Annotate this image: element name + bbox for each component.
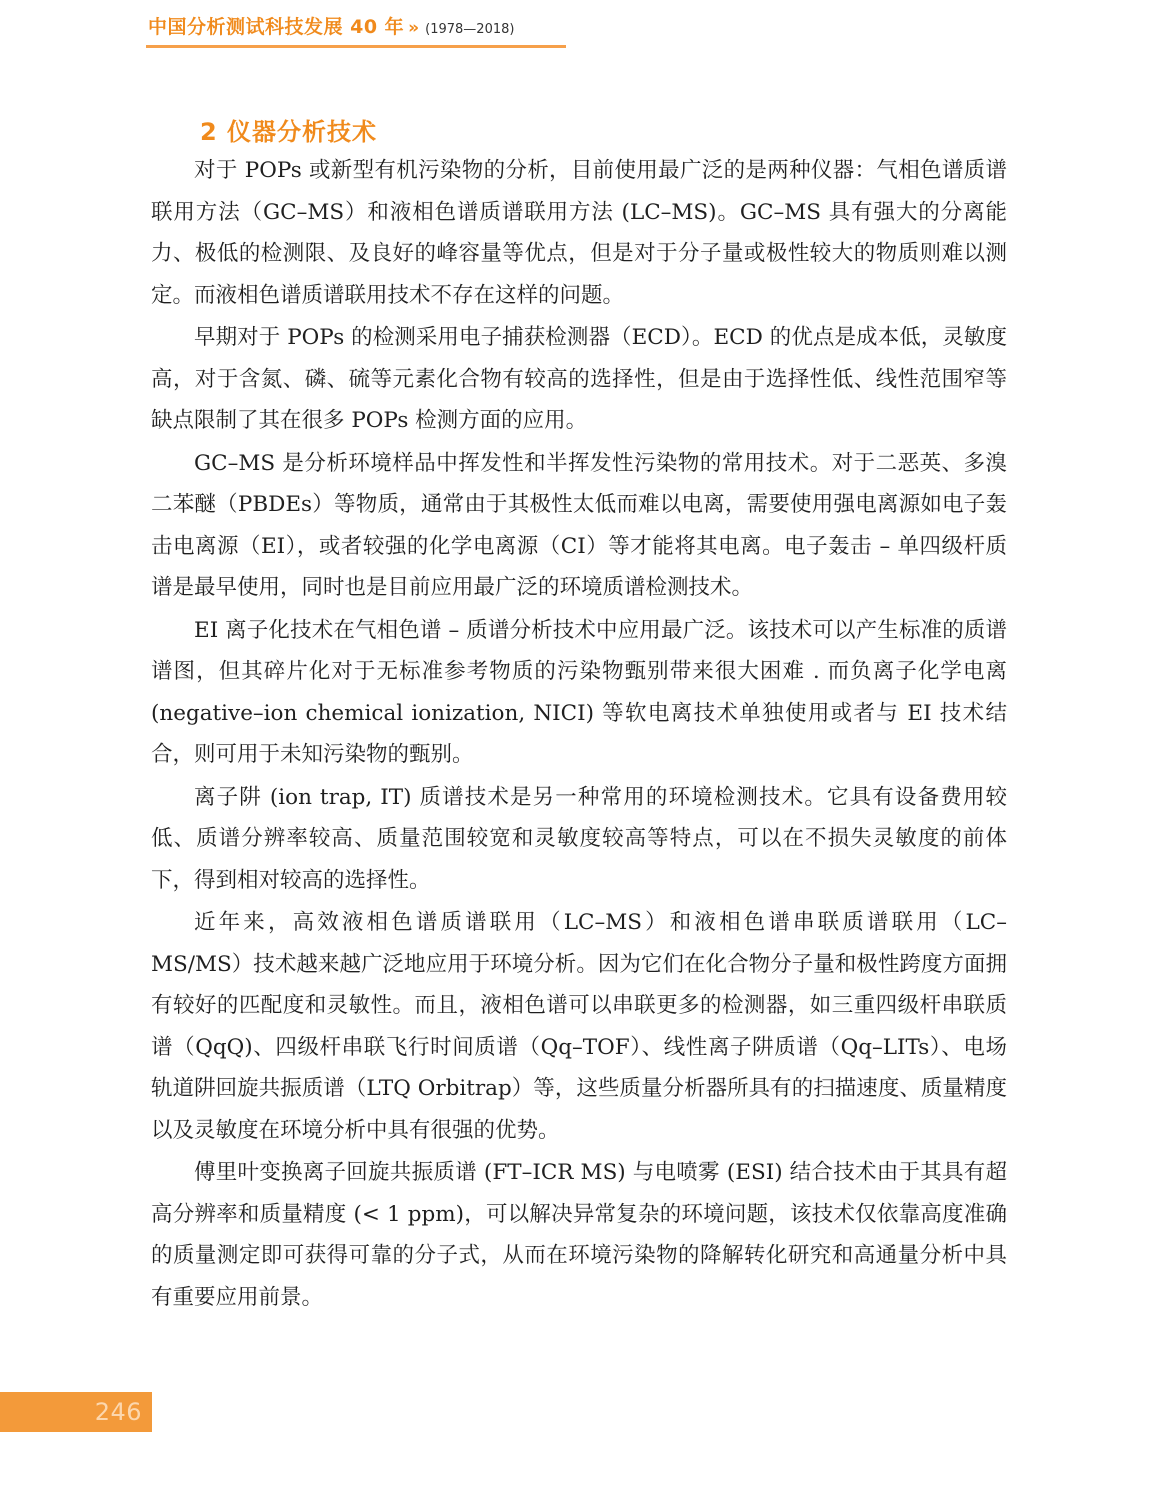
page-number: 246 xyxy=(94,1398,142,1426)
double-chevron-icon: » xyxy=(408,18,420,38)
paragraph: 近年来，高效液相色谱质谱联用（LC–MS）和液相色谱串联质谱联用（LC–MS/MS）技术越来越广泛地应用于环境分析。因为它们在化合物分子量和极性跨度方面拥有较好的匹配度和灵敏性。而且，液相色谱可以串联更多的检测器，如三重四级杆串联质谱（QqQ)、四级杆串联飞行时间质谱（Qq–TOF）、线性离子阱质谱（Qq–LITs）、电场轨道阱回旋共振质谱（LTQ Orbitrap）等，这些质量分析器所具有的扫描速度、质量精度以及灵敏度在环境分析中具有很强的优势。 xyxy=(151,910,1007,1143)
year-range: (1978—2018) xyxy=(425,22,515,37)
paragraph: 早期对于 POPs 的检测采用电子捕获检测器（ECD）。ECD 的优点是成本低，灵敏度高，对于含氮、磷、硫等元素化合物有较高的选择性，但是由于选择性低、线性范围窄等缺点限制了其在很多 POPs 检测方面的应用。 xyxy=(151,325,1007,433)
running-header xyxy=(148,12,514,46)
paragraph: 离子阱 (ion trap, IT) 质谱技术是另一种常用的环境检测技术。它具有设备费用较低、质谱分辨率较高、质量范围较宽和灵敏度较高等特点，可以在不损失灵敏度的前体下，得到相对较高的选择性。 xyxy=(151,784,1007,893)
section-heading: 2 仪器分析技术 xyxy=(200,118,378,146)
paragraph: GC–MS 是分析环境样品中挥发性和半挥发性污染物的常用技术。对于二恶英、多溴二苯醚（PBDEs）等物质，通常由于其极性太低而难以电离，需要使用强电离源如电子轰击电离源（EI），或者较强的化学电离源（CI）等才能将其电离。电子轰击 – 单四级杆质谱是最早使用，同时也是目前应用最广泛的环境质谱检测技术。 xyxy=(151,450,1007,600)
body-text xyxy=(151,150,1007,1319)
header-divider xyxy=(146,45,566,48)
paragraph: 傅里叶变换离子回旋共振质谱 (FT–ICR MS) 与电喷雾 (ESI) 结合技术由于其具有超高分辨率和质量精度 (< 1 ppm)，可以解决异常复杂的环境问题，该技术仅依靠高度准确的质量测定即可获得可靠的分子式，从而在环境污染物的降解转化研究和高通量分析中具有重要应用前景。 xyxy=(151,1160,1007,1310)
page-number-box xyxy=(0,1392,152,1432)
book-title: 中国分析测试科技发展 40 年 xyxy=(148,16,405,38)
paragraph: 对于 POPs 或新型有机污染物的分析，目前使用最广泛的是两种仪器：气相色谱质谱联用方法（GC–MS）和液相色谱质谱联用方法 (LC–MS)。GC–MS 具有强大的分离能力、极低的检测限、及良好的峰容量等优点，但是对于分子量或极性较大的物质则难以测定。而液相色谱质谱联用技术不存在这样的问题。 xyxy=(151,158,1007,308)
paragraph: EI 离子化技术在气相色谱 – 质谱分析技术中应用最广泛。该技术可以产生标准的质谱谱图，但其碎片化对于无标准参考物质的污染物甄别带来很大困难 . 而负离子化学电离 (negative–ion chemical ionization, NICI) 等软电离技术单独使用或者与 EI 技术结合，则可用于未知污染物的甄别。 xyxy=(151,617,1007,767)
